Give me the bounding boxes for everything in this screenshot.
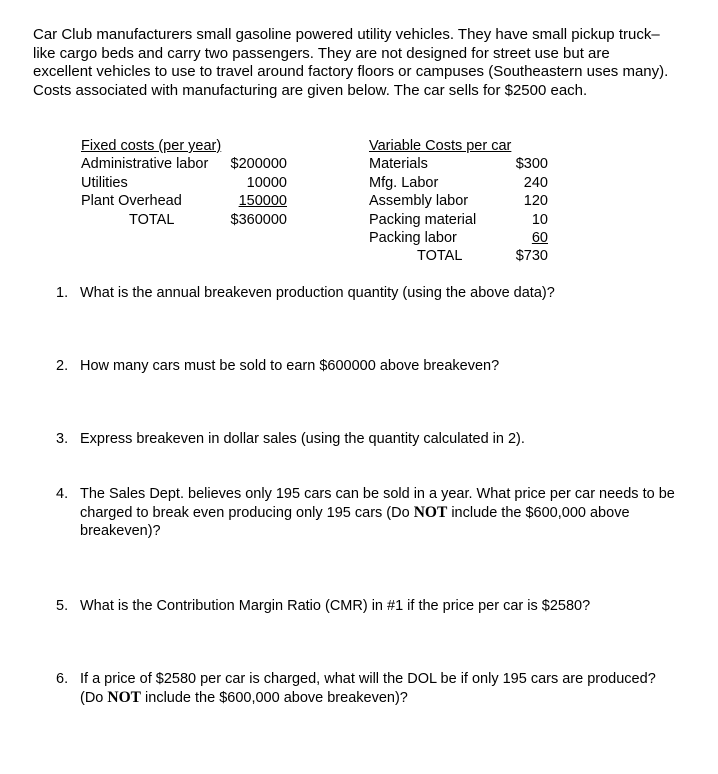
variable-cost-value: 120 — [523, 193, 548, 210]
question-number: 1. — [56, 285, 69, 301]
variable-costs-heading: Variable Costs per car — [369, 138, 512, 154]
fixed-cost-value: 10000 — [246, 174, 287, 191]
question-number: 5. — [56, 598, 69, 614]
question-text: Express breakeven in dollar sales (using the quantity calculated in 2). — [80, 431, 525, 447]
variable-cost-value: 10 — [531, 211, 548, 228]
question-text: How many cars must be sold to earn $600000 above breakeven? — [80, 358, 500, 374]
variable-cost-label: Packing labor — [369, 229, 457, 246]
question-number: 6. — [56, 671, 69, 687]
fixed-costs-table — [81, 137, 287, 229]
variable-cost-label: Assembly labor — [369, 193, 469, 210]
question-text: What is the Contribution Margin Ratio (CMR) in #1 if the price per car is $2580? — [80, 598, 591, 614]
fixed-cost-row — [81, 192, 287, 210]
variable-cost-row — [369, 229, 548, 247]
fixed-cost-value: $200000 — [230, 156, 287, 173]
question-number: 2. — [56, 358, 69, 374]
fixed-cost-row — [81, 174, 287, 192]
fixed-total-label: TOTAL — [129, 211, 175, 228]
question-number: 4. — [56, 486, 69, 502]
question-number: 3. — [56, 431, 69, 447]
fixed-total-value: $360000 — [230, 211, 287, 228]
variable-cost-value: 240 — [523, 174, 548, 191]
question-text: What is the annual breakeven production quantity (using the above data)? — [80, 285, 555, 301]
variable-cost-value: $300 — [515, 156, 548, 173]
fixed-total-row — [81, 211, 287, 229]
variable-total-label: TOTAL — [417, 248, 463, 265]
variable-cost-row — [369, 211, 548, 229]
variable-cost-row — [369, 174, 548, 192]
variable-total-value: $730 — [515, 248, 548, 265]
question-text: The Sales Dept. believes only 195 cars can be sold in a year. What price per car needs to be charged to break even producing only 195 cars (Do NOT include the $600,000 above breakeven)? — [80, 486, 675, 540]
emphasis-not: NOT — [413, 503, 448, 521]
intro-paragraph: Car Club manufacturers small gasoline powered utility vehicles. They have small pickup truck–like cargo beds and carry two passengers. They are not designed for street use but are excellent vehicles to use to travel around factory floors or campuses (Southeastern uses many). Costs associated with manufacturing are given below. The car sells for $2500 each. — [33, 26, 669, 99]
fixed-costs-heading: Fixed costs (per year) — [81, 138, 222, 154]
variable-cost-row — [369, 155, 548, 173]
variable-cost-value: 60 — [531, 229, 548, 246]
fixed-cost-row — [81, 155, 287, 173]
emphasis-not: NOT — [107, 688, 141, 706]
fixed-cost-label: Plant Overhead — [81, 193, 182, 210]
variable-cost-label: Mfg. Labor — [369, 174, 439, 191]
variable-cost-label: Materials — [369, 156, 428, 173]
variable-cost-row — [369, 192, 548, 210]
fixed-cost-value: 150000 — [238, 193, 287, 210]
variable-total-row — [369, 247, 548, 265]
fixed-cost-label: Administrative labor — [81, 156, 209, 173]
variable-cost-label: Packing material — [369, 211, 477, 228]
fixed-cost-label: Utilities — [81, 174, 128, 191]
variable-costs-table — [369, 137, 548, 266]
question-text: If a price of $2580 per car is charged, what will the DOL be if only 195 cars are produced? (Do NOT include the $600,000 above breakeven)? — [80, 671, 656, 706]
